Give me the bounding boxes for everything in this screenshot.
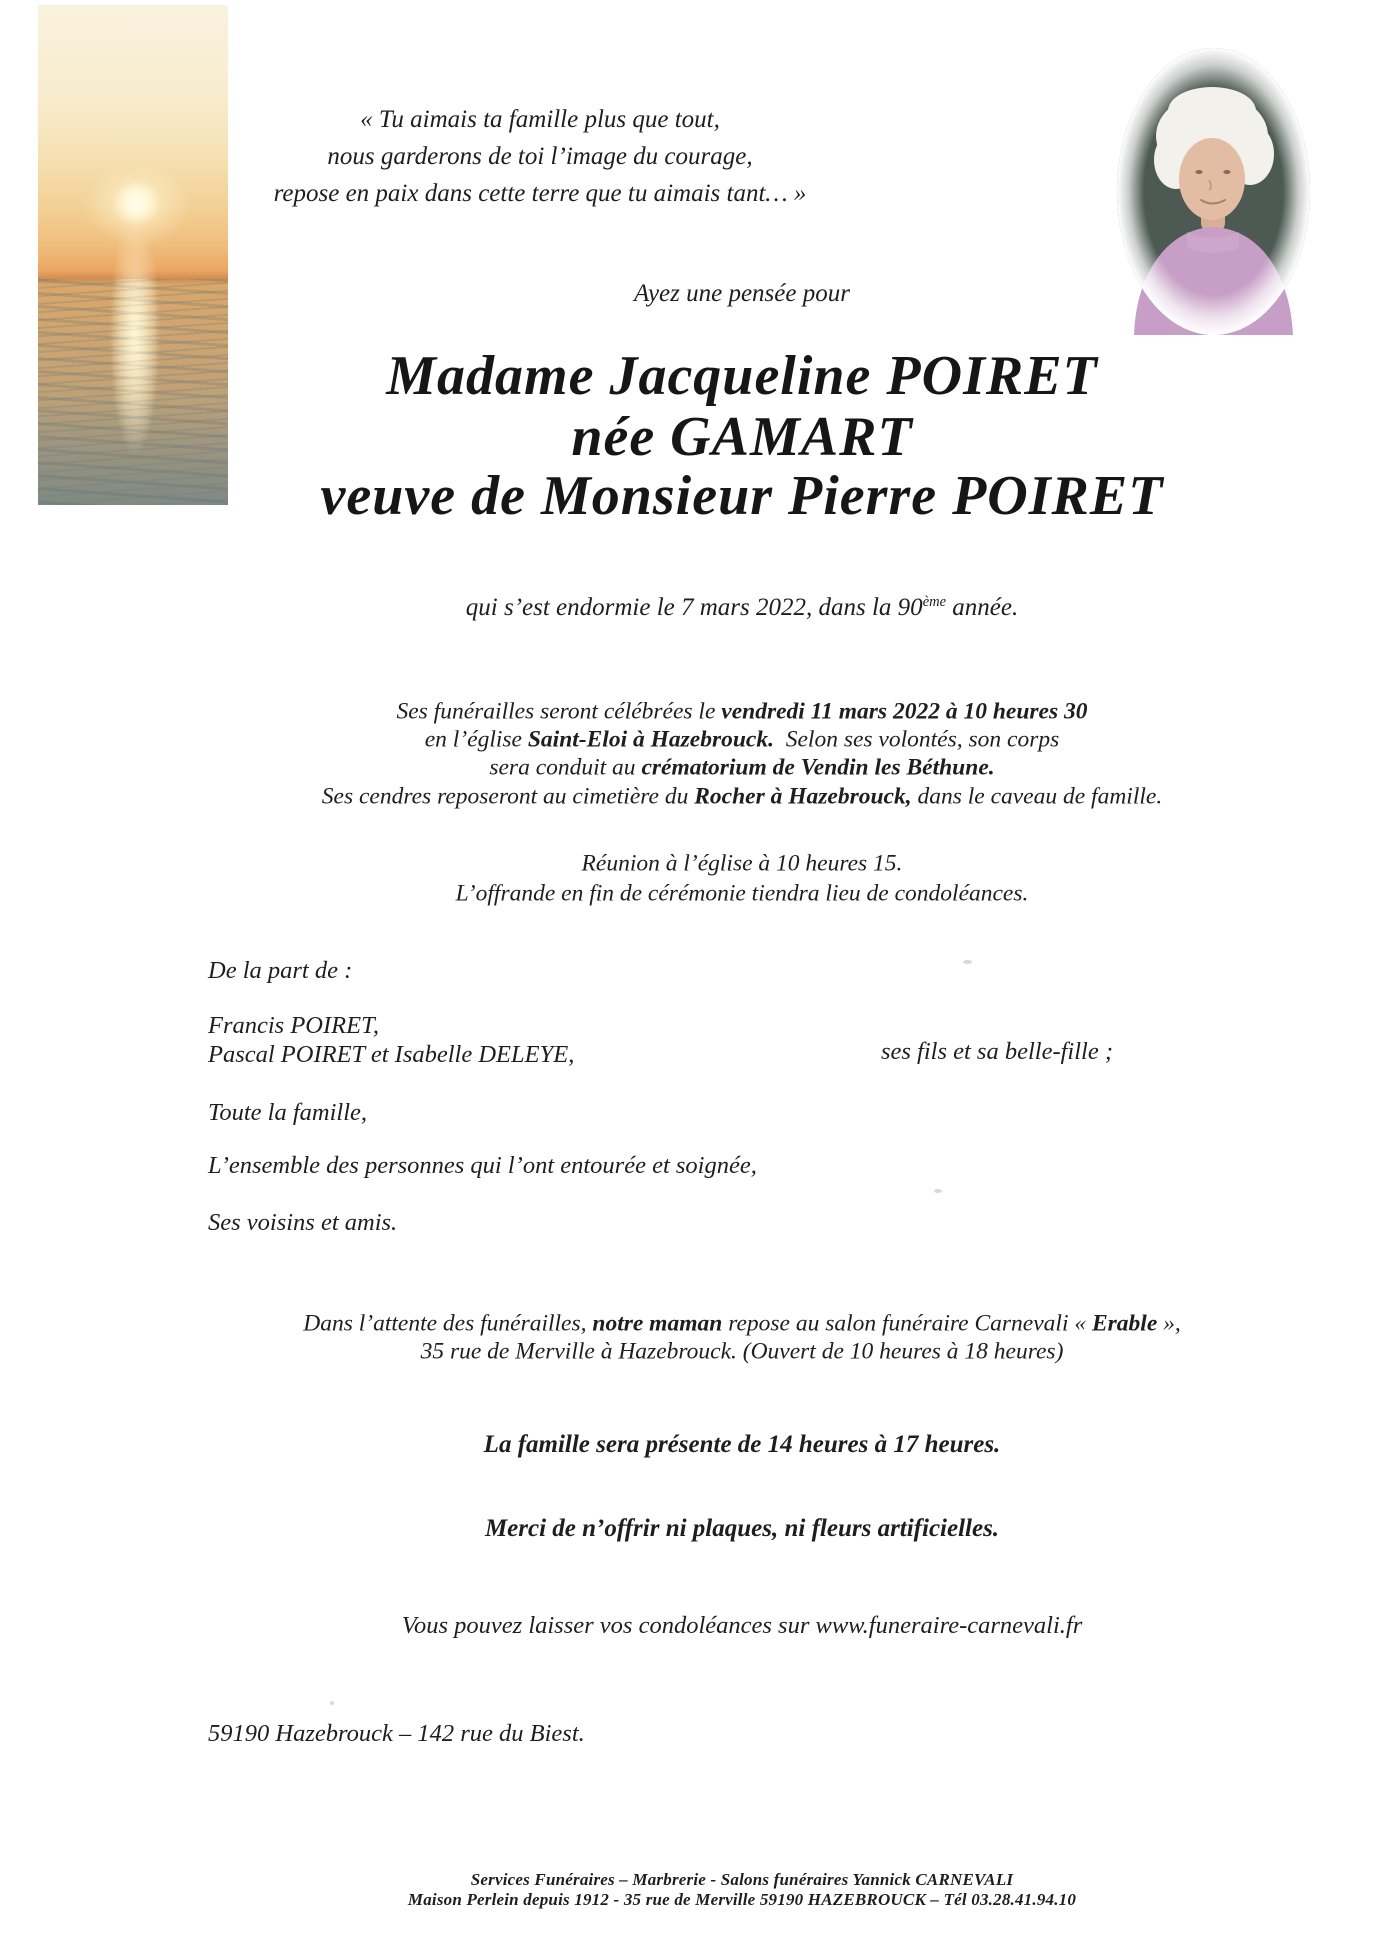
widow-line: veuve de Monsieur Pierre POIRET	[320, 465, 1164, 527]
funeral-line-1: Ses funérailles seront célébrées le vendredi 11 mars 2022 à 10 heures 30	[396, 698, 1088, 725]
family-son-2: Pascal POIRET et Isabelle DELEYE,	[208, 1041, 575, 1068]
condolences-line: Vous pouvez laisser vos condoléances sur www.funeraire-carnevali.fr	[401, 1612, 1083, 1639]
scan-artifact	[330, 1701, 334, 1705]
memorial-quote-line-3: repose en paix dans cette terre que tu aimais tant… »	[273, 180, 807, 207]
funeral-line-4: Ses cendres reposeront au cimetière du Rocher à Hazebrouck, dans le caveau de famille.	[321, 783, 1163, 810]
reunion-line: Réunion à l’église à 10 heures 15.	[581, 850, 903, 877]
family-relation: ses fils et sa belle-fille ;	[880, 1038, 1113, 1065]
footer-line-2: Maison Perlein depuis 1912 - 35 rue de Merville 59190 HAZEBROUCK – Tél 03.28.41.94.10	[407, 1890, 1077, 1909]
scan-artifact	[963, 960, 972, 964]
death-line: qui s’est endormie le 7 mars 2022, dans la 90ème année.	[465, 593, 1019, 622]
presence-line: La famille sera présente de 14 heures à 17 heures.	[483, 1431, 1001, 1458]
family-all: Toute la famille,	[208, 1099, 368, 1126]
repose-line-1: Dans l’attente des funérailles, notre maman repose au salon funéraire Carnevali « Erable »,	[303, 1310, 1181, 1337]
family-son-1: Francis POIRET,	[208, 1012, 380, 1039]
deceased-name: Madame Jacqueline POIRET	[386, 345, 1098, 407]
funeral-line-2: en l’église Saint-Eloi à Hazebrouck. Selon ses volontés, son corps	[424, 726, 1060, 753]
footer-line-1: Services Funéraires – Marbrerie - Salons funéraires Yannick CARNEVALI	[470, 1870, 1014, 1889]
funeral-line-3: sera conduit au crématorium de Vendin les Béthune.	[489, 754, 995, 781]
offrande-line: L’offrande en fin de cérémonie tiendra lieu de condoléances.	[455, 880, 1029, 907]
scan-artifact	[934, 1189, 942, 1193]
intro-line: Ayez une pensée pour	[634, 280, 850, 307]
maiden-name: née GAMART	[571, 406, 913, 468]
address-line: 59190 Hazebrouck – 142 rue du Biest.	[208, 1720, 585, 1747]
family-heading: De la part de :	[208, 957, 353, 984]
family-neighbors: Ses voisins et amis.	[208, 1209, 398, 1236]
repose-line-2: 35 rue de Merville à Hazebrouck. (Ouvert de 10 heures à 18 heures)	[420, 1338, 1064, 1365]
memorial-quote-line-2: nous garderons de toi l’image du courage,	[327, 143, 753, 170]
family-caregivers: L’ensemble des personnes qui l’ont entourée et soignée,	[208, 1152, 757, 1179]
sunset-photo	[38, 5, 228, 505]
no-flowers-line: Merci de n’offrir ni plaques, ni fleurs artificielles.	[484, 1515, 1000, 1542]
memorial-quote-line-1: « Tu aimais ta famille plus que tout,	[360, 106, 720, 133]
